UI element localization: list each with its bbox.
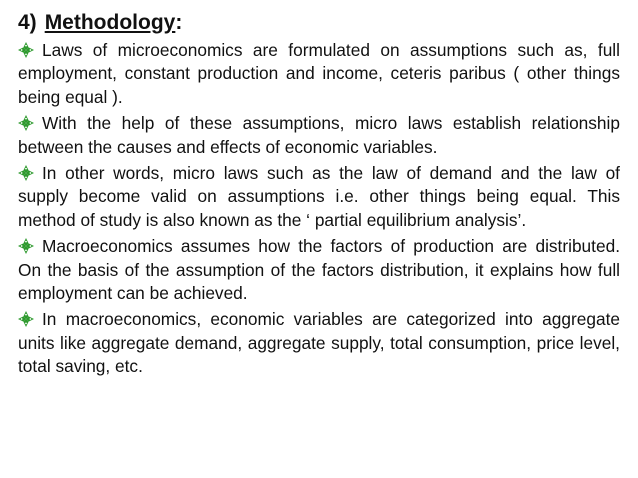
- bullet-paragraph-5: [18, 308, 620, 378]
- paragraph-text: In other words, micro laws such as the law of demand and the law of supply become valid on assumptions i.e. other things being equal. This method of study is also known as the ‘ partial equilibrium analysis’.: [18, 163, 620, 230]
- section-number: 4): [18, 11, 37, 34]
- paragraph-text: In macroeconomics, economic variables are categorized into aggregate units like aggregate demand, aggregate supply, total consumption, price level, total saving, etc.: [18, 309, 620, 377]
- paragraph-text: With the help of these assumptions, micro laws establish relationship between the causes and effects of economic variables.: [18, 113, 620, 157]
- bullet-paragraph-4: [18, 235, 620, 305]
- bullet-paragraph-2: [18, 112, 620, 159]
- section-title: Methodology: [44, 11, 176, 34]
- bullet-paragraph-3: [18, 162, 620, 232]
- paragraph-text: Macroeconomics assumes how the factors of production are distributed. On the basis of the assumption of the factors distribution, it explains how full employment can be achieved.: [18, 236, 620, 304]
- bullet-paragraph-1: [18, 39, 620, 109]
- diamond-bullet-icon: [18, 115, 34, 131]
- section-colon: :: [175, 11, 183, 34]
- paragraph-text: Laws of microeconomics are formulated on assumptions such as, full employment, constant production and income, ceteris paribus ( other things being equal ).: [18, 40, 620, 107]
- diamond-bullet-icon: [18, 311, 34, 327]
- section-heading: [18, 8, 620, 38]
- diamond-bullet-icon: [18, 165, 34, 181]
- diamond-bullet-icon: [18, 238, 34, 254]
- slide: [18, 8, 620, 382]
- diamond-bullet-icon: [18, 42, 34, 58]
